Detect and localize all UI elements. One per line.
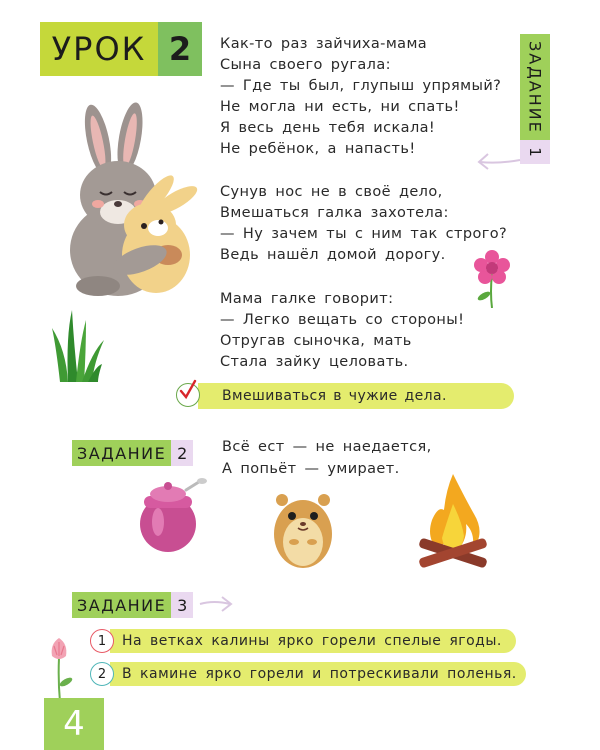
poem-line: — Ну зачем ты с ним так строго? — [220, 226, 508, 242]
task3-word: ЗАДАНИЕ — [72, 592, 171, 618]
small-flower-illustration — [42, 636, 76, 702]
poem-line: Сына своего ругала: — [220, 57, 391, 73]
page-number: 4 — [44, 698, 104, 750]
option-number: 1 — [90, 629, 114, 653]
hamster-illustration — [272, 486, 334, 570]
campfire-illustration — [416, 470, 490, 570]
task3-number: 3 — [171, 592, 193, 618]
task1-word: ЗАДАНИЕ — [525, 40, 545, 134]
lesson-word: УРОК — [40, 22, 158, 76]
poem-stanza-1 — [220, 34, 520, 160]
task2-number: 2 — [171, 440, 193, 466]
poem-line: Не могла ни есть, ни спать! — [220, 99, 460, 115]
poem-line: Я весь день тебя искала! — [220, 120, 436, 136]
task2-tag — [72, 440, 193, 466]
arrow-right-icon — [198, 594, 234, 614]
poem-line: Ведь нашёл домой дорогу. — [220, 247, 446, 263]
poem-line: Вмешаться галка захотела: — [220, 205, 449, 221]
task2-word: ЗАДАНИЕ — [72, 440, 171, 466]
task2-riddle — [222, 436, 432, 480]
flower-illustration — [470, 250, 514, 308]
poem-line: Стала зайку целовать. — [220, 354, 409, 370]
riddle-line: А попьёт — умирает. — [222, 461, 400, 477]
jam-jar-illustration — [136, 478, 210, 554]
grass-illustration — [52, 306, 104, 382]
answer-task1 — [176, 383, 520, 409]
option-text: На ветках калины ярко горели спелые ягоды. — [110, 629, 516, 653]
answer-text: Вмешиваться в чужие дела. — [198, 383, 514, 409]
lesson-number: 2 — [158, 22, 202, 76]
poem-line: Мама галке говорит: — [220, 291, 394, 307]
task1-number: 1 — [525, 147, 544, 157]
bunnies-illustration — [58, 100, 208, 300]
lesson-header — [40, 22, 202, 76]
task3-tag — [72, 592, 193, 618]
poem-line: Сунув нос не в своё дело, — [220, 184, 443, 200]
riddle-line: Всё ест — не наедается, — [222, 439, 432, 455]
check-icon — [176, 383, 200, 407]
poem-line: — Где ты был, глупыш упрямый? — [220, 78, 502, 94]
task1-tag — [520, 34, 550, 164]
poem-line: Отругав сыночка, мать — [220, 333, 412, 349]
poem-line: Не ребёнок, а напасть! — [220, 141, 416, 157]
option-text: В камине ярко горели и потрескивали поленья. — [110, 662, 526, 686]
option-number: 2 — [90, 662, 114, 686]
poem-line: Как-то раз зайчиха-мама — [220, 36, 428, 52]
poem-line: — Легко вещать со стороны! — [220, 312, 465, 328]
